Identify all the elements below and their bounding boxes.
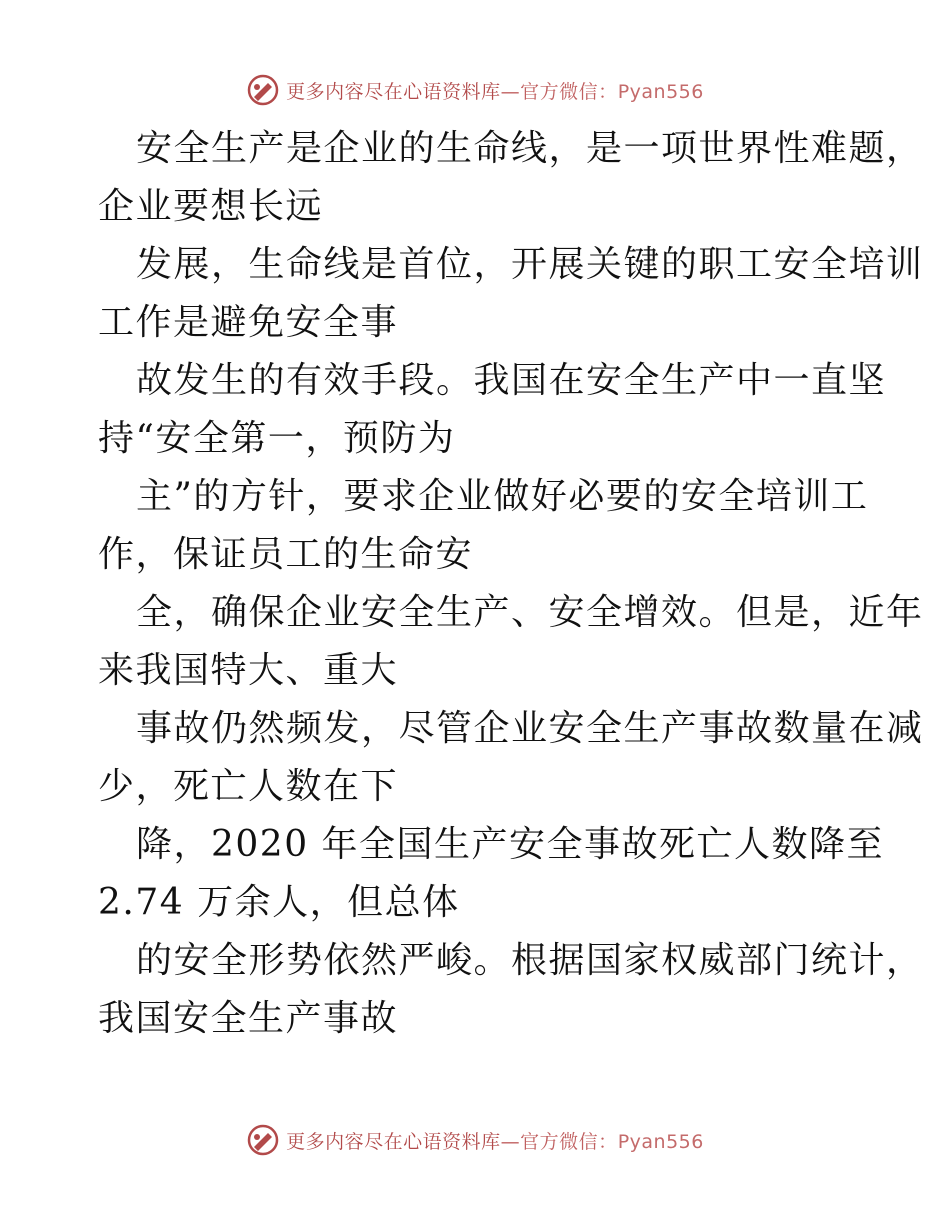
body-line-16: 我国安全生产事故 [98,998,399,1039]
body-line-1: 安全生产是企业的生命线，是一项世界性难题， [136,128,924,169]
body-line-4: 工作是避免安全事 [98,302,399,343]
header-banner-sep: — [500,80,521,103]
body-line-5: 故发生的有效手段。我国在安全生产中一直坚 [136,360,887,401]
body-line-10: 来我国特大、重大 [98,650,399,691]
body-line-7: 主”的方针，要求企业做好必要的安全培训工 [136,476,869,517]
pen-seal-icon [246,1123,280,1157]
footer-banner-text [286,1127,704,1154]
footer-banner-main: 更多内容尽在心语资料库 [286,1130,501,1153]
body-line-13: 降，2020 年全国生产安全事故死亡人数降至 [136,824,885,865]
footer-banner [0,1120,950,1160]
footer-banner-official: 官方微信： [520,1130,618,1153]
body-line-11: 事故仍然频发，尽管企业安全生产事故数量在减 [136,708,924,749]
header-banner-main: 更多内容尽在心语资料库 [286,80,501,103]
document-body [98,120,924,1048]
pen-seal-icon [246,73,280,107]
body-line-14: 2.74 万余人，但总体 [98,882,460,923]
body-line-8: 作，保证员工的生命安 [98,534,474,575]
footer-banner-sep: — [500,1130,521,1153]
header-banner-official: 官方微信： [520,80,618,103]
header-banner-wechat: Pyan556 [617,80,704,103]
body-line-3: 发展，生命线是首位，开展关键的职工安全培训 [136,244,924,285]
body-line-2: 企业要想长远 [98,186,324,227]
body-line-15: 的安全形势依然严峻。根据国家权威部门统计， [136,940,924,981]
body-line-9: 全，确保企业安全生产、安全增效。但是，近年 [136,592,924,633]
header-banner [0,70,950,110]
body-line-6: 持“安全第一，预防为 [98,418,456,459]
body-line-12: 少，死亡人数在下 [98,766,399,807]
header-banner-text [286,77,704,104]
footer-banner-wechat: Pyan556 [617,1130,704,1153]
